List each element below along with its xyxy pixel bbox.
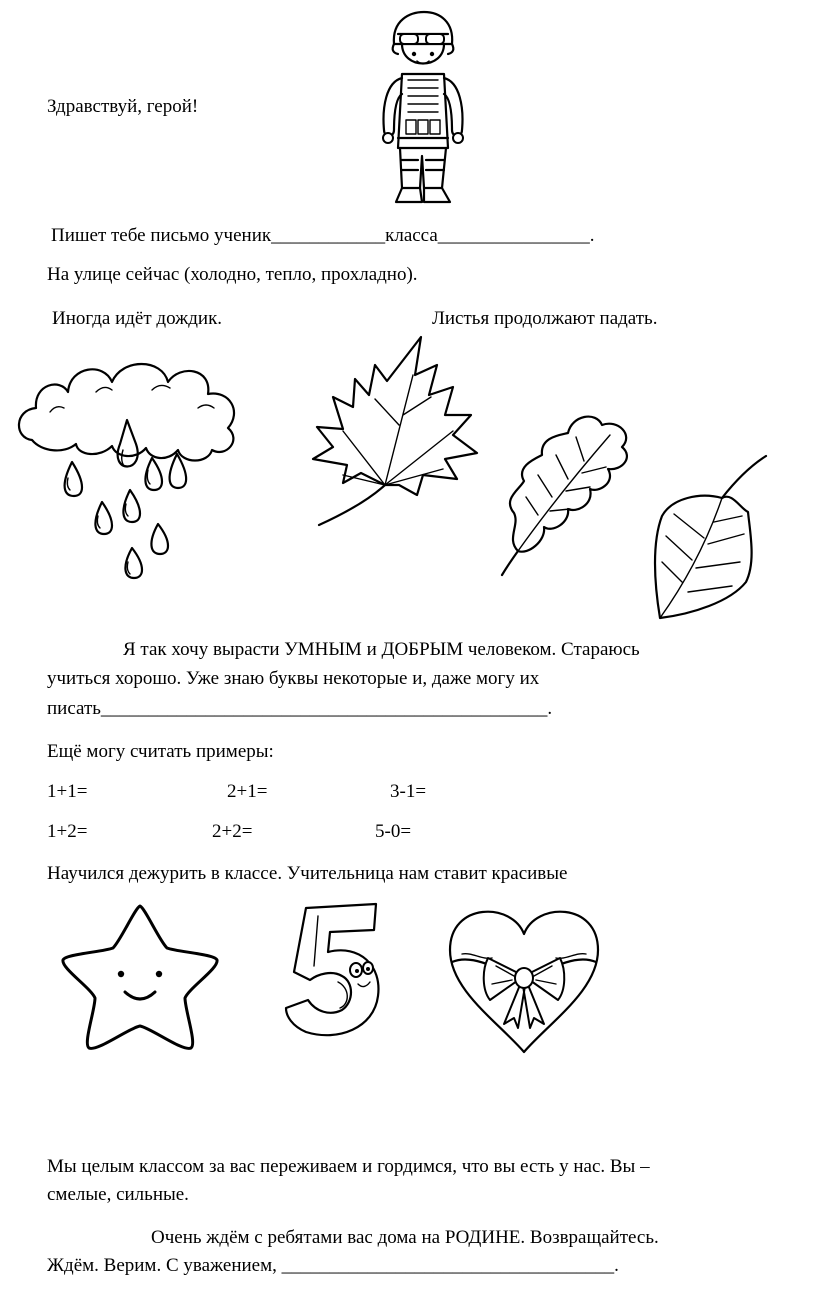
proud-line-1: Мы целым классом за вас переживаем и гордимся, что вы есть у нас. Вы – [47, 1156, 650, 1177]
paragraph-line-1: Я так хочу вырасти УМНЫМ и ДОБРЫМ человеком. Стараюсь [123, 639, 640, 660]
oak-leaf-icon [498, 405, 643, 580]
birch-leaf-icon [652, 452, 777, 624]
greeting-text: Здравствуй, герой! [47, 96, 199, 117]
rain-caption: Иногда идёт дождик. [52, 308, 223, 329]
math-intro: Ещё могу считать примеры: [47, 741, 274, 762]
example-3: 3-1= [390, 781, 427, 802]
example-2: 2+1= [227, 781, 268, 802]
proud-line-2: смелые, сильные. [47, 1184, 189, 1205]
example-4: 1+2= [47, 821, 88, 842]
example-5: 2+2= [212, 821, 253, 842]
closing-line-1: Очень ждём с ребятами вас дома на РОДИНЕ. Возвращайтесь. [151, 1227, 659, 1248]
intro-line: Пишет тебе письмо ученик____________класса________________. [51, 225, 595, 246]
closing-line-2: Ждём. Верим. С уважением, ___________________________________. [47, 1255, 619, 1276]
example-1: 1+1= [47, 781, 88, 802]
rain-cloud-icon [12, 350, 247, 590]
grade-five-icon [278, 900, 388, 1045]
weather-line: На улице сейчас (холодно, тепло, прохладно). [47, 264, 418, 285]
duty-line: Научился дежурить в классе. Учительница нам ставит красивые [47, 863, 568, 884]
paragraph-line-3: писать_______________________________________________. [47, 698, 553, 719]
example-6: 5-0= [375, 821, 412, 842]
paragraph-line-2: учиться хорошо. Уже знаю буквы некоторые и, даже могу их [47, 668, 540, 689]
maple-leaf-icon [303, 335, 483, 550]
star-icon [55, 900, 225, 1055]
soldier-icon [372, 8, 472, 218]
leaves-caption: Листья продолжают падать. [432, 308, 658, 329]
heart-with-bow-icon [442, 900, 607, 1060]
